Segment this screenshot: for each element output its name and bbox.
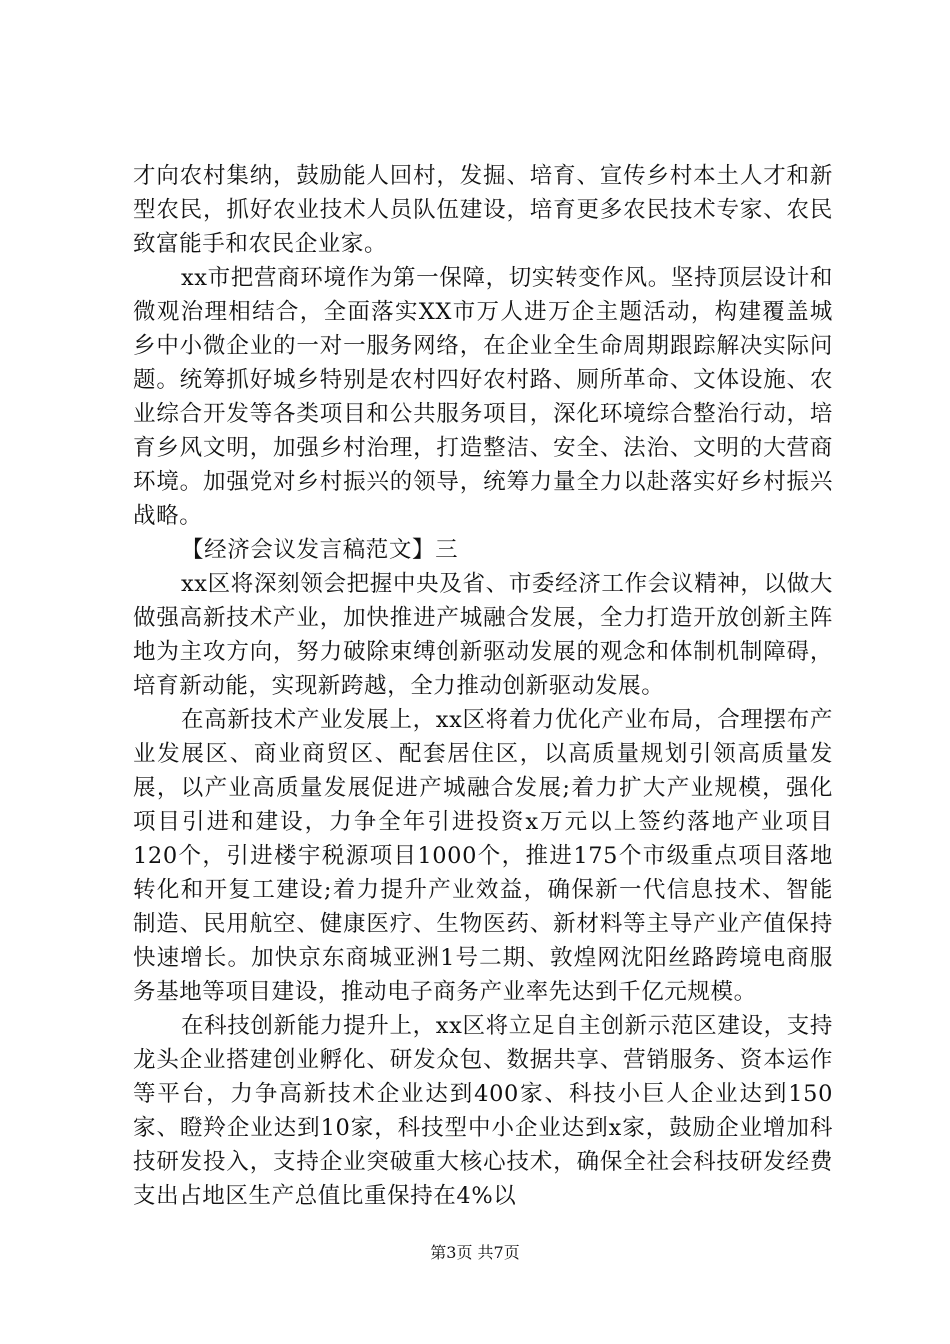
- section-heading: 【经济会议发言稿范文】三: [181, 537, 459, 563]
- paragraph-continuation: 才向农村集纳，鼓励能人回村，发掘、培育、宣传乡村本土人才和新型农民，抓好农业技术人员队伍建设，培育更多农民技术专家、农民致富能手和农民企业家。: [133, 163, 833, 257]
- paragraph-tech-innovation: 在科技创新能力提升上，xx区将立足自主创新示范区建设，支持龙头企业搭建创业孵化、研发众包、数据共享、营销服务、资本运作等平台，力争高新技术企业达到400家、科技小巨人企业达到150家、瞪羚企业达到10家，科技型中小企业达到x家，鼓励企业增加科技研发投入，支持企业突破重大核心技术，确保全社会科技研发经费支出占地区生产总值比重保持在4%以: [133, 1013, 833, 1209]
- document-body: [133, 159, 833, 1213]
- paragraph-innovation-drive: xx区将深刻领会把握中央及省、市委经济工作会议精神，以做大做强高新技术产业，加快推进产城融合发展，全力打造开放创新主阵地为主攻方向，努力破除束缚创新驱动发展的观念和体制机制障碍，培育新动能，实现新跨越，全力推动创新驱动发展。: [133, 571, 833, 699]
- paragraph-business-environment: xx市把营商环境作为第一保障，切实转变作风。坚持顶层设计和微观治理相结合，全面落实XX市万人进万企主题活动，构建覆盖城乡中小微企业的一对一服务网络，在企业全生命周期跟踪解决实际问题。统筹抓好城乡特别是农村四好农村路、厕所革命、文体设施、农业综合开发等各类项目和公共服务项目，深化环境综合整治行动，培育乡风文明，加强乡村治理，打造整洁、安全、法治、文明的大营商环境。加强党对乡村振兴的领导，统筹力量全力以赴落实好乡村振兴战略。: [133, 265, 833, 529]
- page-footer: 第3页 共7页: [430, 1243, 520, 1262]
- paragraph-high-tech-industry: 在高新技术产业发展上，xx区将着力优化产业布局，合理摆布产业发展区、商业商贸区、配套居住区，以高质量规划引领高质量发展，以产业高质量发展促进产城融合发展;着力扩大产业规模，强化项目引进和建设，力争全年引进投资x万元以上签约落地产业项目120个，引进楼宇税源项目1000个，推进175个市级重点项目落地转化和开复工建设;着力提升产业效益，确保新一代信息技术、智能制造、民用航空、健康医疗、生物医药、新材料等主导产业产值保持快速增长。加快京东商城亚洲1号二期、敦煌网沈阳丝路跨境电商服务基地等项目建设，推动电子商务产业率先达到千亿元规模。: [133, 707, 833, 1005]
